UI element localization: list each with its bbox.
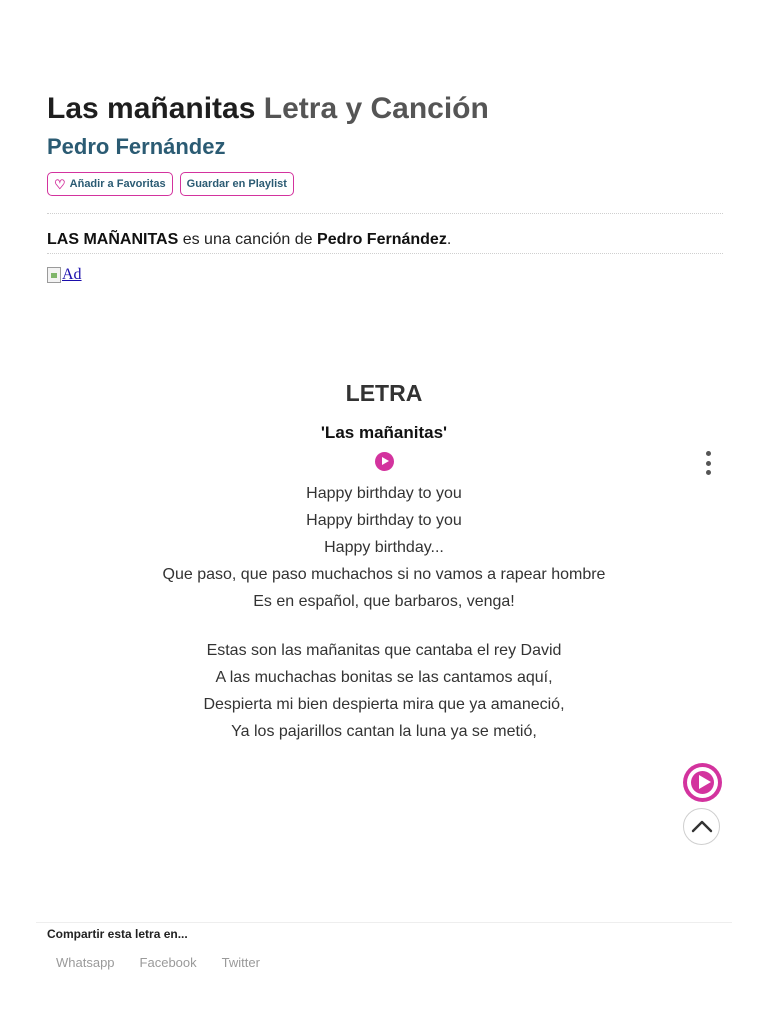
lyric-line: Happy birthday to you <box>306 512 462 529</box>
song-header <box>47 88 723 196</box>
intro-artist-name: Pedro Fernández <box>317 231 447 248</box>
floating-play-button[interactable] <box>683 763 722 802</box>
lyrics-stanza-1 <box>0 480 768 615</box>
save-to-playlist-button[interactable] <box>180 172 294 196</box>
share-facebook-link[interactable]: Facebook <box>139 955 197 970</box>
divider-top <box>47 213 723 214</box>
artist-link[interactable]: Pedro Fernández <box>47 134 226 159</box>
share-links <box>56 955 260 970</box>
intro-connector: es una canción de <box>178 231 318 248</box>
title-suffix: Letra y Canción <box>263 92 489 125</box>
heart-icon: ♡ <box>54 176 66 192</box>
lyrics-heading: LETRA <box>345 380 423 406</box>
lyric-line: Despierta mi bien despierta mira que ya amaneció, <box>203 696 565 713</box>
lyric-line: Que paso, que paso muchachos si no vamos a rapear hombre <box>162 566 606 583</box>
page-title <box>47 88 723 130</box>
footer-divider <box>36 922 732 923</box>
share-label: Compartir esta letra en... <box>47 927 188 941</box>
add-to-favorites-label: Añadir a Favoritas <box>69 178 166 190</box>
kebab-menu-icon[interactable] <box>701 451 715 475</box>
chevron-up-icon <box>691 818 713 834</box>
song-title: Las mañanitas <box>47 92 256 125</box>
lyric-line: Estas son las mañanitas que cantaba el rey David <box>206 642 562 659</box>
lyric-line: Ya los pajarillos cantan la luna ya se metió, <box>231 723 537 740</box>
lyric-line: Es en español, que barbaros, venga! <box>253 593 515 610</box>
song-intro <box>47 229 451 251</box>
play-icon <box>699 775 711 789</box>
divider-bottom <box>47 253 723 254</box>
broken-image-icon <box>47 267 61 283</box>
lyric-line: Happy birthday to you <box>306 485 462 502</box>
lyric-line: A las muchachas bonitas se las cantamos aquí, <box>215 669 553 686</box>
save-to-playlist-label: Guardar en Playlist <box>186 178 287 190</box>
share-twitter-link[interactable]: Twitter <box>221 955 260 970</box>
lyric-line: Happy birthday... <box>324 539 444 556</box>
scroll-to-top-button[interactable] <box>683 808 720 845</box>
share-whatsapp-link[interactable]: Whatsapp <box>56 955 115 970</box>
add-to-favorites-button[interactable] <box>47 172 173 196</box>
lyrics-song-name: 'Las mañanitas' <box>320 423 448 442</box>
intro-song-name: LAS MAÑANITAS <box>47 231 179 248</box>
intro-period: . <box>446 231 452 248</box>
lyrics-stanza-2 <box>0 637 768 745</box>
action-buttons <box>47 172 723 196</box>
ad-alt-text: Ad <box>62 266 82 283</box>
play-icon[interactable] <box>375 452 394 471</box>
ad-link[interactable] <box>47 266 82 284</box>
